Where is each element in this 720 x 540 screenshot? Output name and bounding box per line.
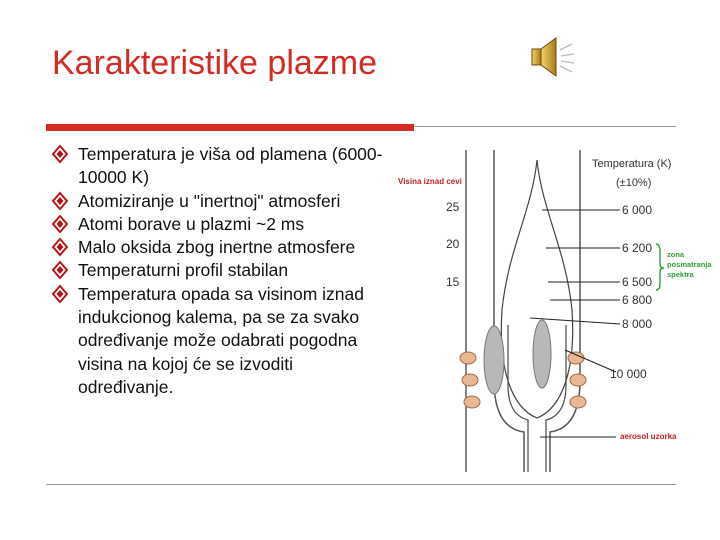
zone-label: zona [667,250,685,259]
zone-bracket [656,244,664,290]
aerosol-label: aerosol uzorka [620,432,677,441]
bullet-text: Malo oksida zbog inertne atmosfere [78,237,356,258]
footer-rule [46,484,676,485]
diamond-bullet-icon [52,238,68,256]
title-underline [414,126,676,127]
torch-inner-tube [508,325,528,472]
bullet-item [52,143,392,190]
temperature-value: 6 200 [622,241,653,255]
diamond-bullet-icon [52,285,68,303]
speaker-icon[interactable] [526,32,576,82]
bullet-text: Temperatura je viša od plamena (6000-10000 K) [78,144,383,188]
induction-coil [460,352,586,408]
temperature-value: 6 000 [622,203,653,217]
temperature-value: 10 000 [610,367,647,381]
zone-label: posmatranja [667,260,712,269]
title-underline-accent [46,124,414,131]
height-tick-label: 20 [446,237,460,251]
bullet-text: Atomi borave u plazmi ~2 ms [78,213,305,234]
diamond-bullet-icon [52,192,68,210]
torch-outer-tube [550,150,580,472]
bullet-text: Temperatura opada sa visinom iznad indukcionog kalema, pa se za svako određivanje može odabrati pogodna visina na kojoj će se izvoditi određivanje. [78,283,364,397]
bullet-list [52,143,392,399]
plasma-temperature-figure [390,140,712,480]
bullet-item [52,283,392,399]
diamond-bullet-icon [52,261,68,279]
bullet-text: Atomiziranje u "inertnoj" atmosferi [78,190,341,211]
diamond-bullet-icon [52,145,68,163]
temperature-value: 6 500 [622,275,653,289]
diamond-bullet-icon [52,215,68,233]
zone-label: spektra [667,270,694,279]
temperature-value: 6 800 [622,293,653,307]
height-tick-label: 25 [446,200,460,214]
height-axis-label: Visina iznad cevi [398,177,462,186]
temperature-value: 8 000 [622,317,653,331]
slide-title: Karakteristike plazme [52,44,378,82]
torch-outer-tube [494,150,524,472]
temperature-tolerance: (±10%) [616,177,652,189]
temperature-header: Temperatura (K) [592,158,672,170]
bullet-item [52,190,392,213]
plasma-region [533,320,551,388]
bullet-item [52,236,392,259]
bullet-item [52,213,392,236]
bullet-text: Temperaturni profil stabilan [78,260,289,281]
plasma-region [484,326,504,394]
height-tick-label: 15 [446,275,460,289]
bullet-item [52,259,392,282]
